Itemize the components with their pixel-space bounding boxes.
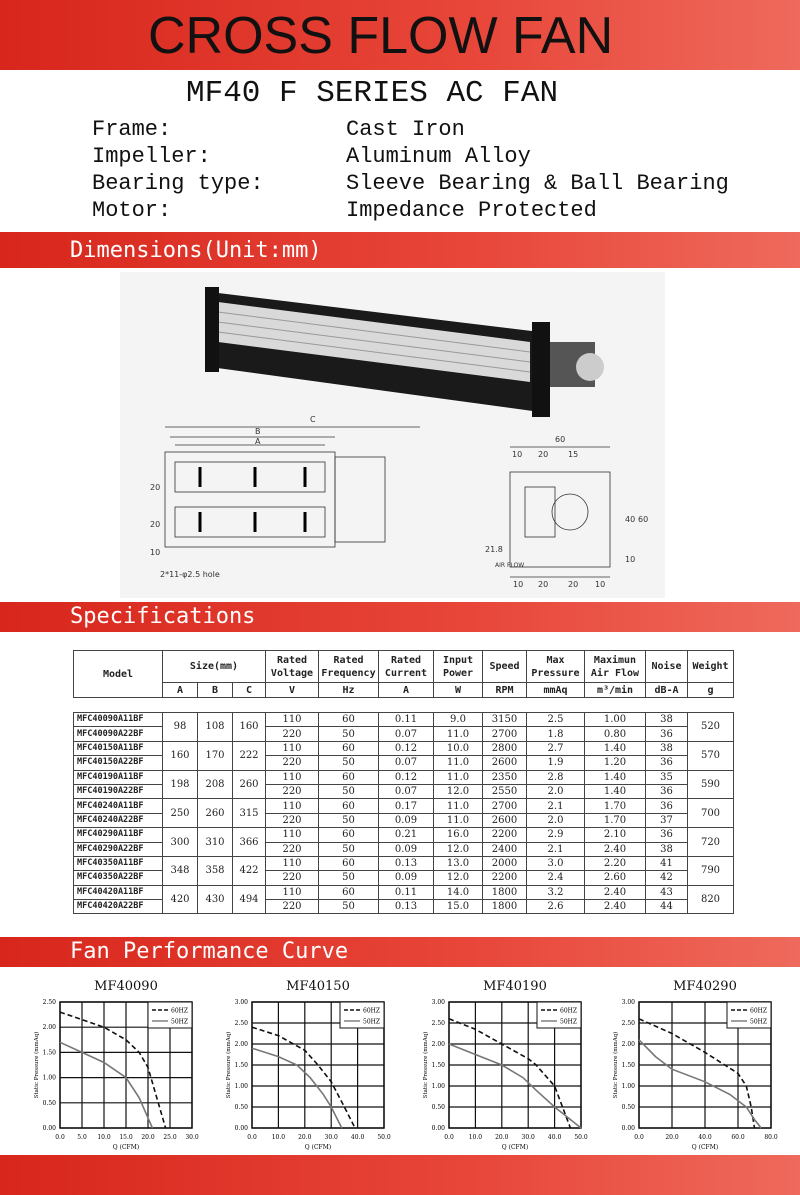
x-tick-label: 20.0 [298, 1134, 312, 1141]
spec-label-frame: Frame: [92, 117, 172, 142]
speed-cell: 2800 [483, 741, 527, 755]
model-cell: MFC40290A22BF [74, 842, 163, 856]
current-cell: 0.11 [379, 713, 434, 727]
weight-cell: 570 [688, 741, 734, 770]
airflow-cell: 2.40 [585, 842, 646, 856]
weight-cell: 700 [688, 799, 734, 828]
specifications-table [73, 650, 734, 914]
end-dim-15-top: 15 [568, 450, 579, 459]
dim-label-20a: 20 [150, 483, 161, 492]
frequency-cell: 60 [319, 713, 379, 727]
noise-cell: 38 [646, 842, 688, 856]
speed-cell: 2200 [483, 871, 527, 885]
x-tick-label: 20.0 [665, 1134, 679, 1141]
pressure-cell: 2.5 [527, 713, 585, 727]
y-tick-label: 1.50 [621, 1062, 635, 1069]
spec-label-bearing: Bearing type: [92, 171, 264, 196]
end-dim-10-bottom: 10 [513, 580, 524, 589]
pressure-cell: 2.4 [527, 871, 585, 885]
unit-cell: dB-A [646, 683, 688, 698]
end-dim-10-top: 10 [512, 450, 523, 459]
header-weight: Weight [688, 651, 734, 683]
x-axis-label: Q (CFM) [112, 1144, 140, 1151]
current-cell: 0.09 [379, 842, 434, 856]
header-airflow: Maximun Air Flow [585, 651, 646, 683]
x-tick-label: 40.0 [698, 1134, 712, 1141]
header-frequency: Rated Frequency [319, 651, 379, 683]
speed-cell: 2200 [483, 828, 527, 842]
end-dim-60: 60 [555, 435, 566, 444]
x-tick-label: 30.0 [185, 1134, 199, 1141]
current-cell: 0.09 [379, 871, 434, 885]
current-cell: 0.11 [379, 885, 434, 899]
y-tick-label: 0.50 [42, 1099, 56, 1107]
power-cell: 14.0 [434, 885, 483, 899]
model-cell: MFC40190A22BF [74, 784, 163, 798]
size-b-cell: 108 [198, 713, 233, 742]
end-dim-20-bottom-a: 20 [538, 580, 549, 589]
end-dim-10-bottom-b: 10 [595, 580, 606, 589]
frequency-cell: 60 [319, 856, 379, 870]
current-cell: 0.12 [379, 741, 434, 755]
noise-cell: 36 [646, 756, 688, 770]
model-cell: MFC40290A11BF [74, 828, 163, 842]
airflow-cell: 1.40 [585, 784, 646, 798]
side-view-drawing [165, 427, 420, 547]
frequency-cell: 60 [319, 885, 379, 899]
y-tick-label: 1.00 [621, 1083, 635, 1090]
y-tick-label: 1.00 [431, 1083, 445, 1090]
x-tick-label: 5.0 [77, 1134, 87, 1141]
voltage-cell: 110 [266, 799, 319, 813]
dim-label-20b: 20 [150, 520, 161, 529]
y-axis-label: Static Pressure (mmAq) [226, 1031, 232, 1099]
airflow-cell: 2.20 [585, 856, 646, 870]
noise-cell: 36 [646, 784, 688, 798]
fan-photo [205, 287, 604, 417]
voltage-cell: 110 [266, 741, 319, 755]
size-b-cell: 208 [198, 770, 233, 799]
spec-value-impeller: Aluminum Alloy [346, 144, 531, 169]
unit-cell: g [688, 683, 734, 698]
frequency-cell: 50 [319, 842, 379, 856]
legend-label: 60HZ [750, 1007, 768, 1015]
x-tick-label: 0.0 [247, 1134, 257, 1141]
frequency-cell: 50 [319, 871, 379, 885]
power-cell: 12.0 [434, 784, 483, 798]
noise-cell: 44 [646, 900, 688, 914]
x-tick-label: 30.0 [324, 1134, 338, 1141]
model-cell: MFC40420A22BF [74, 900, 163, 914]
y-tick-label: 2.50 [621, 1020, 635, 1027]
airflow-cell: 2.40 [585, 885, 646, 899]
table-row [74, 770, 734, 784]
x-tick-label: 80.0 [764, 1134, 778, 1141]
y-tick-label: 2.50 [42, 999, 56, 1006]
noise-cell: 36 [646, 828, 688, 842]
model-cell: MFC40240A22BF [74, 813, 163, 827]
power-cell: 11.0 [434, 756, 483, 770]
pressure-cell: 3.2 [527, 885, 585, 899]
legend-label: 50HZ [363, 1018, 381, 1026]
chart-title: MF40150 [286, 979, 350, 994]
end-dim-21-8: 21.8 [485, 545, 503, 554]
y-tick-label: 1.50 [234, 1062, 248, 1069]
end-view-drawing [510, 447, 610, 577]
y-tick-label: 2.00 [234, 1041, 248, 1048]
spec-label-motor: Motor: [92, 198, 172, 223]
frequency-cell: 50 [319, 784, 379, 798]
size-c-cell: 422 [233, 856, 266, 885]
current-cell: 0.07 [379, 756, 434, 770]
voltage-cell: 220 [266, 727, 319, 741]
voltage-cell: 220 [266, 900, 319, 914]
voltage-cell: 110 [266, 770, 319, 784]
noise-cell: 42 [646, 871, 688, 885]
table-row [74, 713, 734, 727]
header-size: Size(mm) [163, 651, 266, 683]
legend-label: 50HZ [171, 1018, 189, 1026]
power-cell: 16.0 [434, 828, 483, 842]
table-row [74, 828, 734, 842]
legend-label: 60HZ [171, 1007, 189, 1015]
end-dim-20-top: 20 [538, 450, 549, 459]
y-tick-label: 1.00 [234, 1083, 248, 1090]
y-tick-label: 0.00 [234, 1125, 248, 1132]
pressure-cell: 2.1 [527, 799, 585, 813]
power-cell: 11.0 [434, 727, 483, 741]
unit-cell: C [233, 683, 266, 698]
current-cell: 0.07 [379, 784, 434, 798]
speed-cell: 2000 [483, 856, 527, 870]
unit-cell: RPM [483, 683, 527, 698]
header-current: Rated Current [379, 651, 434, 683]
table-row [74, 741, 734, 755]
power-cell: 11.0 [434, 770, 483, 784]
power-cell: 15.0 [434, 900, 483, 914]
pressure-cell: 1.9 [527, 756, 585, 770]
airflow-cell: 1.00 [585, 713, 646, 727]
legend-label: 60HZ [363, 1007, 381, 1015]
chart-mf40190 [417, 975, 597, 1155]
pressure-cell: 2.7 [527, 741, 585, 755]
size-a-cell: 250 [163, 799, 198, 828]
end-dim-40: 40 [625, 515, 636, 524]
legend-label: 50HZ [560, 1018, 578, 1026]
weight-cell: 820 [688, 885, 734, 914]
size-b-cell: 170 [198, 741, 233, 770]
unit-cell: V [266, 683, 319, 698]
y-tick-label: 1.50 [431, 1062, 445, 1069]
model-cell: MFC40150A11BF [74, 741, 163, 755]
pressure-cell: 2.9 [527, 828, 585, 842]
chart-mf40150 [220, 975, 400, 1155]
y-tick-label: 0.50 [431, 1104, 445, 1111]
pressure-cell: 3.0 [527, 856, 585, 870]
x-tick-label: 60.0 [731, 1134, 745, 1141]
header-speed: Speed [483, 651, 527, 683]
unit-cell: A [163, 683, 198, 698]
speed-cell: 2700 [483, 799, 527, 813]
model-cell: MFC40090A11BF [74, 713, 163, 727]
table-row [74, 799, 734, 813]
airflow-cell: 0.80 [585, 727, 646, 741]
y-tick-label: 2.50 [234, 1020, 248, 1027]
model-cell: MFC40350A11BF [74, 856, 163, 870]
header-noise: Noise [646, 651, 688, 683]
speed-cell: 2550 [483, 784, 527, 798]
pressure-cell: 2.0 [527, 813, 585, 827]
power-cell: 11.0 [434, 813, 483, 827]
spec-value-bearing: Sleeve Bearing & Ball Bearing [346, 171, 729, 196]
y-tick-label: 0.00 [431, 1125, 445, 1132]
x-tick-label: 20.0 [495, 1134, 509, 1141]
y-tick-label: 2.00 [621, 1041, 635, 1048]
size-c-cell: 260 [233, 770, 266, 799]
legend-label: 60HZ [560, 1007, 578, 1015]
y-tick-label: 0.00 [42, 1125, 56, 1132]
y-tick-label: 1.00 [42, 1074, 56, 1082]
chart-mf40290 [607, 975, 787, 1155]
footer-band [0, 1155, 800, 1195]
airflow-cell: 1.40 [585, 741, 646, 755]
weight-cell: 590 [688, 770, 734, 799]
model-cell: MFC40150A22BF [74, 756, 163, 770]
spec-label-impeller: Impeller: [92, 144, 211, 169]
power-cell: 12.0 [434, 842, 483, 856]
frequency-cell: 60 [319, 799, 379, 813]
dim-label-c: C [310, 415, 316, 424]
chart-title: MF40090 [94, 979, 158, 994]
size-c-cell: 222 [233, 741, 266, 770]
size-a-cell: 98 [163, 713, 198, 742]
x-tick-label: 30.0 [521, 1134, 535, 1141]
airflow-cell: 1.20 [585, 756, 646, 770]
header-pressure: Max Pressure [527, 651, 585, 683]
x-tick-label: 10.0 [271, 1134, 286, 1141]
current-cell: 0.13 [379, 900, 434, 914]
x-tick-label: 20.0 [141, 1134, 155, 1141]
y-tick-label: 0.50 [621, 1104, 635, 1111]
weight-cell: 790 [688, 856, 734, 885]
power-cell: 13.0 [434, 856, 483, 870]
unit-cell: mmAq [527, 683, 585, 698]
size-c-cell: 160 [233, 713, 266, 742]
x-tick-label: 40.0 [547, 1134, 562, 1141]
x-tick-label: 0.0 [55, 1134, 65, 1141]
speed-cell: 1800 [483, 900, 527, 914]
voltage-cell: 110 [266, 713, 319, 727]
current-cell: 0.13 [379, 856, 434, 870]
dim-label-b: B [255, 427, 261, 436]
end-dim-10-side: 10 [625, 555, 636, 564]
size-a-cell: 198 [163, 770, 198, 799]
speed-cell: 2600 [483, 813, 527, 827]
x-tick-label: 25.0 [163, 1134, 177, 1141]
x-axis-label: Q (CFM) [501, 1144, 529, 1151]
chart-title: MF40290 [673, 979, 737, 994]
noise-cell: 37 [646, 813, 688, 827]
voltage-cell: 220 [266, 871, 319, 885]
current-cell: 0.17 [379, 799, 434, 813]
spacer-row [74, 698, 734, 713]
size-a-cell: 300 [163, 828, 198, 857]
y-tick-label: 3.00 [234, 999, 248, 1006]
size-c-cell: 315 [233, 799, 266, 828]
airflow-cell: 2.40 [585, 900, 646, 914]
frequency-cell: 50 [319, 813, 379, 827]
table-row [74, 885, 734, 899]
pressure-cell: 2.6 [527, 900, 585, 914]
size-a-cell: 348 [163, 856, 198, 885]
speed-cell: 2600 [483, 756, 527, 770]
x-tick-label: 50.0 [574, 1134, 588, 1141]
noise-cell: 41 [646, 856, 688, 870]
x-tick-label: 15.0 [119, 1134, 133, 1141]
section-title-specifications: Specifications [70, 604, 256, 629]
dim-label-10: 10 [150, 548, 161, 557]
size-c-cell: 366 [233, 828, 266, 857]
voltage-cell: 110 [266, 856, 319, 870]
voltage-cell: 220 [266, 842, 319, 856]
noise-cell: 36 [646, 799, 688, 813]
header-model: Model [74, 651, 163, 698]
frequency-cell: 50 [319, 727, 379, 741]
pressure-cell: 2.1 [527, 842, 585, 856]
speed-cell: 2700 [483, 727, 527, 741]
current-cell: 0.21 [379, 828, 434, 842]
size-a-cell: 420 [163, 885, 198, 914]
noise-cell: 36 [646, 727, 688, 741]
current-cell: 0.12 [379, 770, 434, 784]
voltage-cell: 220 [266, 784, 319, 798]
y-axis-label: Static Pressure (mmAq) [613, 1031, 619, 1099]
hole-note: 2*11-φ2.5 hole [160, 570, 220, 579]
x-tick-label: 10.0 [468, 1134, 483, 1141]
speed-cell: 2400 [483, 842, 527, 856]
frequency-cell: 60 [319, 741, 379, 755]
x-tick-label: 50.0 [377, 1134, 391, 1141]
frequency-cell: 50 [319, 900, 379, 914]
voltage-cell: 220 [266, 813, 319, 827]
header-power: Input Power [434, 651, 483, 683]
dimension-figure [120, 272, 665, 598]
pressure-cell: 2.0 [527, 784, 585, 798]
x-tick-label: 40.0 [350, 1134, 365, 1141]
unit-cell: Hz [319, 683, 379, 698]
current-cell: 0.07 [379, 727, 434, 741]
frequency-cell: 60 [319, 828, 379, 842]
y-axis-label: Static Pressure (mmAq) [34, 1031, 40, 1099]
pressure-cell: 2.8 [527, 770, 585, 784]
voltage-cell: 110 [266, 828, 319, 842]
end-dim-60-side: 60 [638, 515, 649, 524]
size-b-cell: 358 [198, 856, 233, 885]
airflow-cell: 1.70 [585, 799, 646, 813]
speed-cell: 3150 [483, 713, 527, 727]
noise-cell: 35 [646, 770, 688, 784]
size-b-cell: 260 [198, 799, 233, 828]
x-tick-label: 0.0 [634, 1134, 644, 1141]
model-cell: MFC40350A22BF [74, 871, 163, 885]
unit-cell: A [379, 683, 434, 698]
speed-cell: 1800 [483, 885, 527, 899]
y-tick-label: 0.00 [621, 1125, 635, 1132]
y-tick-label: 2.00 [42, 1024, 56, 1032]
airflow-cell: 2.10 [585, 828, 646, 842]
header-voltage: Rated Voltage [266, 651, 319, 683]
spec-value-frame: Cast Iron [346, 117, 465, 142]
unit-cell: m³/min [585, 683, 646, 698]
y-tick-label: 0.50 [234, 1104, 248, 1111]
power-cell: 10.0 [434, 741, 483, 755]
pressure-cell: 1.8 [527, 727, 585, 741]
speed-cell: 2350 [483, 770, 527, 784]
model-cell: MFC40090A22BF [74, 727, 163, 741]
current-cell: 0.09 [379, 813, 434, 827]
x-axis-label: Q (CFM) [304, 1144, 332, 1151]
model-cell: MFC40420A11BF [74, 885, 163, 899]
noise-cell: 43 [646, 885, 688, 899]
power-cell: 9.0 [434, 713, 483, 727]
x-tick-label: 10.0 [97, 1134, 111, 1141]
size-b-cell: 310 [198, 828, 233, 857]
chart-title: MF40190 [483, 979, 547, 994]
noise-cell: 38 [646, 713, 688, 727]
airflow-cell: 1.70 [585, 813, 646, 827]
frequency-cell: 50 [319, 756, 379, 770]
voltage-cell: 110 [266, 885, 319, 899]
section-title-curve: Fan Performance Curve [70, 939, 349, 964]
airflow-cell: 2.60 [585, 871, 646, 885]
dim-label-a: A [255, 437, 261, 446]
weight-cell: 520 [688, 713, 734, 742]
voltage-cell: 220 [266, 756, 319, 770]
y-axis-label: Static Pressure (mmAq) [423, 1031, 429, 1099]
y-tick-label: 3.00 [431, 999, 445, 1006]
size-a-cell: 160 [163, 741, 198, 770]
y-tick-label: 1.50 [42, 1049, 56, 1057]
weight-cell: 720 [688, 828, 734, 857]
size-c-cell: 494 [233, 885, 266, 914]
unit-cell: B [198, 683, 233, 698]
power-cell: 12.0 [434, 871, 483, 885]
chart-mf40090 [28, 975, 208, 1155]
noise-cell: 38 [646, 741, 688, 755]
airflow-cell: 1.40 [585, 770, 646, 784]
table-row [74, 856, 734, 870]
x-tick-label: 0.0 [444, 1134, 454, 1141]
size-b-cell: 430 [198, 885, 233, 914]
section-title-dimensions: Dimensions(Unit:mm) [70, 238, 322, 263]
model-cell: MFC40240A11BF [74, 799, 163, 813]
legend-label: 50HZ [750, 1018, 768, 1026]
power-cell: 11.0 [434, 799, 483, 813]
spec-value-motor: Impedance Protected [346, 198, 597, 223]
frequency-cell: 60 [319, 770, 379, 784]
y-tick-label: 3.00 [621, 999, 635, 1006]
page-title: CROSS FLOW FAN [148, 7, 614, 65]
end-dim-20-bottom-b: 20 [568, 580, 579, 589]
y-tick-label: 2.50 [431, 1020, 445, 1027]
airflow-label: AIR FLOW [495, 562, 525, 569]
model-cell: MFC40190A11BF [74, 770, 163, 784]
y-tick-label: 2.00 [431, 1041, 445, 1048]
series-subtitle: MF40 F SERIES AC FAN [186, 76, 559, 111]
unit-cell: W [434, 683, 483, 698]
x-axis-label: Q (CFM) [691, 1144, 719, 1151]
